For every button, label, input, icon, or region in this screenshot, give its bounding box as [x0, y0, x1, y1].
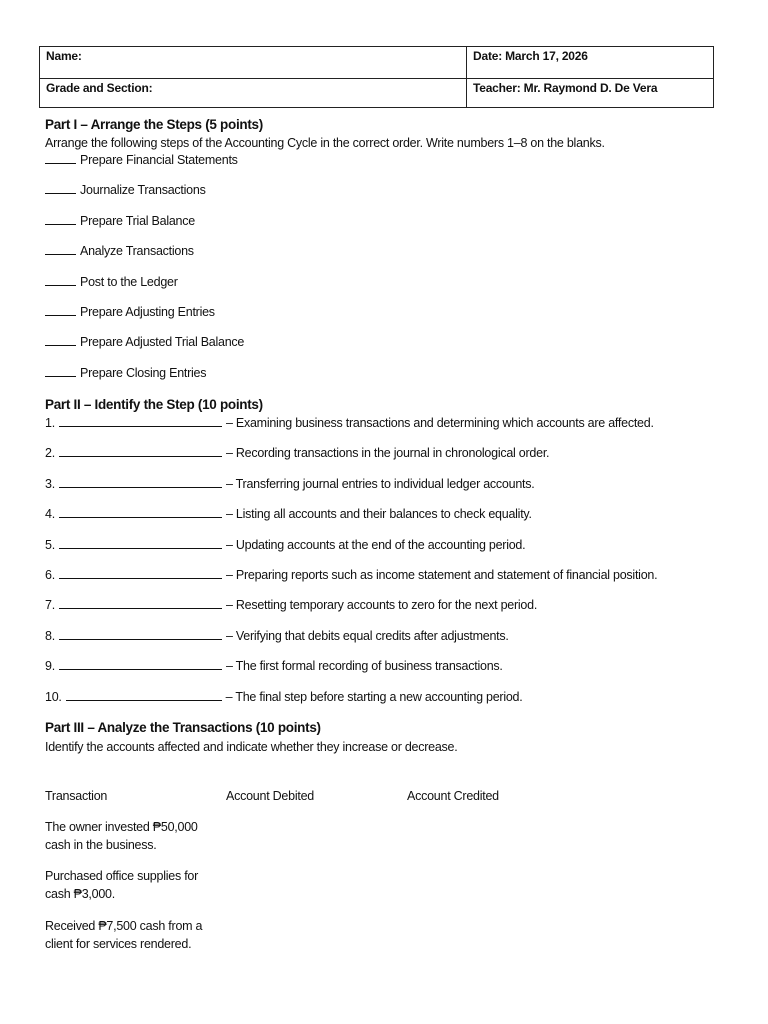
answer-blank[interactable]	[45, 183, 76, 194]
answer-line[interactable]	[66, 690, 222, 701]
answer-blank[interactable]	[45, 244, 76, 255]
answer-line[interactable]	[59, 446, 222, 457]
part1-item: Prepare Closing Entries	[45, 366, 206, 380]
teacher-field: Teacher: Mr. Raymond D. De Vera	[467, 79, 714, 108]
part3-title: Part III – Analyze the Transactions (10 points)	[45, 720, 321, 735]
part2-item: 4. – Listing all accounts and their balances to check equality.	[45, 507, 532, 521]
part1-instructions: Arrange the following steps of the Accounting Cycle in the correct order. Write numbers 1–8 on the blanks.	[45, 136, 605, 150]
answer-line[interactable]	[59, 629, 222, 640]
date-field: Date: March 17, 2026	[467, 47, 714, 79]
name-field[interactable]: Name:	[40, 47, 467, 79]
part1-item: Prepare Trial Balance	[45, 214, 195, 228]
column-header-debited: Account Debited	[226, 789, 314, 803]
part2-item: 5. – Updating accounts at the end of the accounting period.	[45, 538, 526, 552]
column-header-transaction: Transaction	[45, 789, 108, 803]
answer-blank[interactable]	[45, 366, 76, 377]
answer-line[interactable]	[59, 568, 222, 579]
part2-item: 8. – Verifying that debits equal credits after adjustments.	[45, 629, 509, 643]
transaction-row: Received ₱7,500 cash from a client for services rendered.	[45, 919, 203, 951]
part3-instructions: Identify the accounts affected and indicate whether they increase or decrease.	[45, 740, 458, 754]
part2-item: 1. – Examining business transactions and determining which accounts are affected.	[45, 416, 654, 430]
part2-item: 6. – Preparing reports such as income statement and statement of financial position.	[45, 568, 658, 582]
part1-item: Prepare Adjusting Entries	[45, 305, 215, 319]
part1-item: Analyze Transactions	[45, 244, 194, 258]
part2-item: 9. – The first formal recording of business transactions.	[45, 659, 503, 673]
part2-item: 7. – Resetting temporary accounts to zero for the next period.	[45, 598, 538, 612]
answer-line[interactable]	[59, 416, 222, 427]
answer-blank[interactable]	[45, 214, 76, 225]
part1-item: Prepare Financial Statements	[45, 153, 238, 167]
part2-item: 2. – Recording transactions in the journal in chronological order.	[45, 446, 550, 460]
answer-line[interactable]	[59, 477, 222, 488]
part2-title: Part II – Identify the Step (10 points)	[45, 397, 263, 412]
answer-line[interactable]	[59, 659, 222, 670]
transaction-row: Purchased office supplies for cash ₱3,000.	[45, 869, 199, 901]
header-table	[39, 46, 714, 108]
part2-item: 10. – The final step before starting a new accounting period.	[45, 690, 523, 704]
answer-blank[interactable]	[45, 275, 76, 286]
column-header-credited: Account Credited	[407, 789, 499, 803]
part1-title: Part I – Arrange the Steps (5 points)	[45, 117, 263, 132]
answer-line[interactable]	[59, 538, 222, 549]
grade-section-field[interactable]: Grade and Section:	[40, 79, 467, 108]
answer-line[interactable]	[59, 598, 222, 609]
transaction-row: The owner invested ₱50,000 cash in the business.	[45, 820, 198, 852]
answer-blank[interactable]	[45, 153, 76, 164]
part1-item: Prepare Adjusted Trial Balance	[45, 335, 244, 349]
part1-item: Post to the Ledger	[45, 275, 178, 289]
answer-blank[interactable]	[45, 335, 76, 346]
part2-item: 3. – Transferring journal entries to individual ledger accounts.	[45, 477, 535, 491]
part1-item: Journalize Transactions	[45, 183, 206, 197]
answer-line[interactable]	[59, 507, 222, 518]
answer-blank[interactable]	[45, 305, 76, 316]
